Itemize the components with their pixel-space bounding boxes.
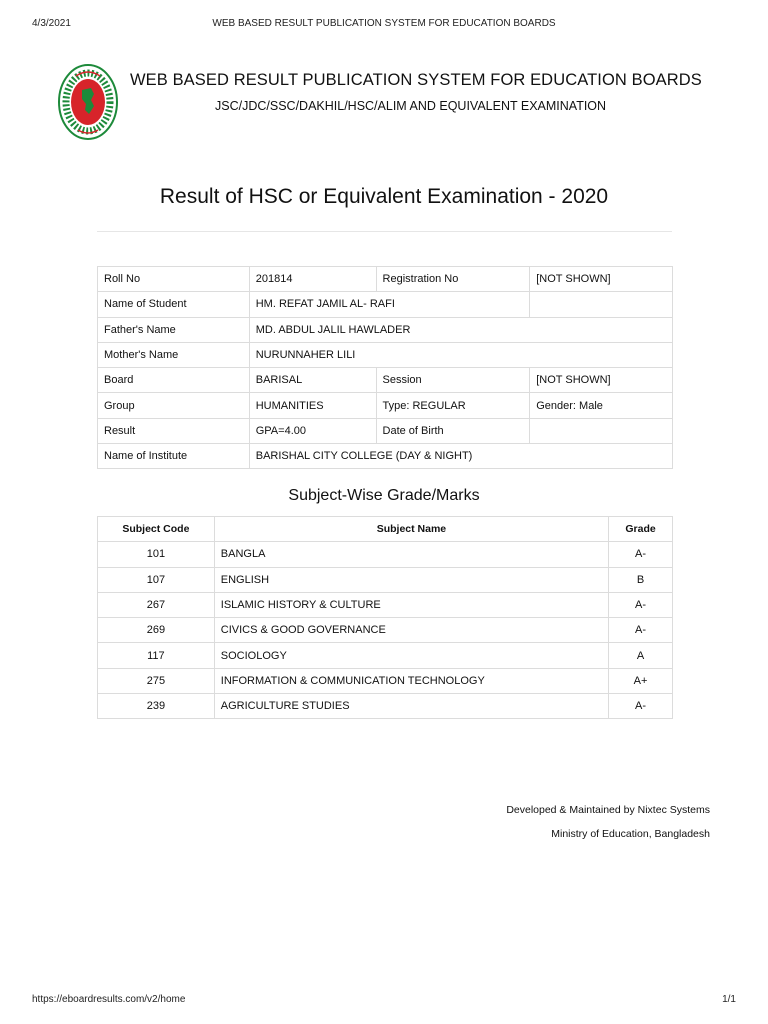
subject-grade: A- <box>609 592 673 617</box>
session-label: Session <box>376 368 530 393</box>
table-header-row <box>98 517 673 542</box>
empty-cell <box>530 292 673 317</box>
father-name-label: Father's Name <box>98 317 250 342</box>
type-value: Type: REGULAR <box>376 393 530 418</box>
mother-name-value: NURUNNAHER LILI <box>249 342 672 367</box>
institute-label: Name of Institute <box>98 444 250 469</box>
roll-label: Roll No <box>98 267 250 292</box>
column-header-name: Subject Name <box>214 517 608 542</box>
table-row <box>98 592 673 617</box>
board-label: Board <box>98 368 250 393</box>
student-name-label: Name of Student <box>98 292 250 317</box>
board-value: BARISAL <box>249 368 376 393</box>
gender-value: Gender: Male <box>530 393 673 418</box>
subject-grade: A- <box>609 694 673 719</box>
student-name-value: HM. REFAT JAMIL AL- RAFI <box>249 292 530 317</box>
subject-grade: A- <box>609 542 673 567</box>
table-row <box>98 393 673 418</box>
subject-name: ISLAMIC HISTORY & CULTURE <box>214 592 608 617</box>
table-row <box>98 317 673 342</box>
subject-name: SOCIOLOGY <box>214 643 608 668</box>
table-row <box>98 368 673 393</box>
subject-name: AGRICULTURE STUDIES <box>214 694 608 719</box>
table-row <box>98 542 673 567</box>
subject-name: BANGLA <box>214 542 608 567</box>
subject-code: 101 <box>98 542 215 567</box>
table-row <box>98 567 673 592</box>
subject-code: 239 <box>98 694 215 719</box>
subject-code: 267 <box>98 592 215 617</box>
subject-code: 117 <box>98 643 215 668</box>
subject-code: 275 <box>98 668 215 693</box>
page-title: Result of HSC or Equivalent Examination - 2020 <box>159 185 609 208</box>
site-subtitle: JSC/JDC/SSC/DAKHIL/HSC/ALIM AND EQUIVALENT EXAMINATION <box>215 99 607 113</box>
grades-table <box>97 516 673 719</box>
session-value: [NOT SHOWN] <box>530 368 673 393</box>
subject-code: 269 <box>98 618 215 643</box>
government-seal-icon <box>58 64 118 140</box>
table-row <box>98 292 673 317</box>
father-name-value: MD. ABDUL JALIL HAWLADER <box>249 317 672 342</box>
subject-grade: A- <box>609 618 673 643</box>
group-value: HUMANITIES <box>249 393 376 418</box>
divider <box>97 231 672 232</box>
column-header-code: Subject Code <box>98 517 215 542</box>
dob-label: Date of Birth <box>376 418 530 443</box>
table-row <box>98 342 673 367</box>
group-label: Group <box>98 393 250 418</box>
table-row <box>98 668 673 693</box>
subject-code: 107 <box>98 567 215 592</box>
student-info-table <box>97 266 673 469</box>
subject-grade: B <box>609 567 673 592</box>
grades-heading: Subject-Wise Grade/Marks <box>288 487 480 504</box>
result-value: GPA=4.00 <box>249 418 376 443</box>
table-row <box>98 444 673 469</box>
table-row <box>98 694 673 719</box>
subject-grade: A+ <box>609 668 673 693</box>
table-row <box>98 618 673 643</box>
mother-name-label: Mother's Name <box>98 342 250 367</box>
subject-name: INFORMATION & COMMUNICATION TECHNOLOGY <box>214 668 608 693</box>
roll-value: 201814 <box>249 267 376 292</box>
registration-label: Registration No <box>376 267 530 292</box>
print-date: 4/3/2021 <box>32 18 71 29</box>
institute-value: BARISHAL CITY COLLEGE (DAY & NIGHT) <box>249 444 672 469</box>
subject-grade: A <box>609 643 673 668</box>
subject-name: ENGLISH <box>214 567 608 592</box>
developer-credit: Developed & Maintained by Nixtec Systems <box>506 804 710 816</box>
page-number: 1/1 <box>722 994 736 1005</box>
registration-value: [NOT SHOWN] <box>530 267 673 292</box>
table-row <box>98 418 673 443</box>
dob-value <box>530 418 673 443</box>
column-header-grade: Grade <box>609 517 673 542</box>
ministry-credit: Ministry of Education, Bangladesh <box>551 828 710 840</box>
page-url: https://eboardresults.com/v2/home <box>32 994 186 1005</box>
subject-name: CIVICS & GOOD GOVERNANCE <box>214 618 608 643</box>
print-page-title: WEB BASED RESULT PUBLICATION SYSTEM FOR EDUCATION BOARDS <box>212 18 556 29</box>
table-row <box>98 643 673 668</box>
credits <box>506 798 710 846</box>
result-label: Result <box>98 418 250 443</box>
site-title: WEB BASED RESULT PUBLICATION SYSTEM FOR EDUCATION BOARDS <box>130 71 702 89</box>
table-row <box>98 267 673 292</box>
